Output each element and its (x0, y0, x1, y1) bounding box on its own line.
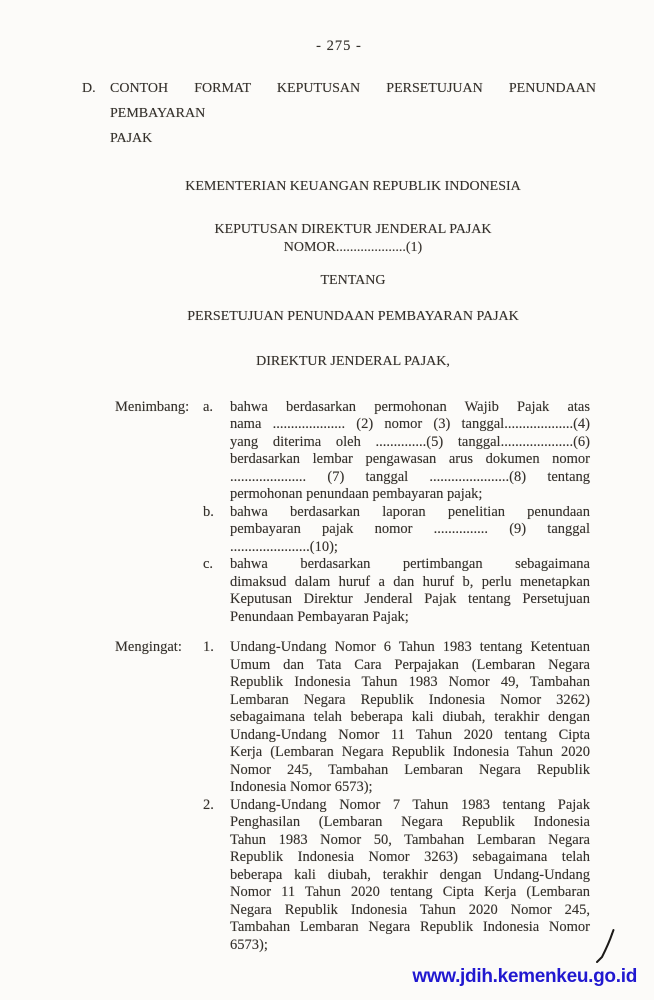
text-line: Nomor 11 Tahun 2020 tentang Cipta Kerja (Lembaran (230, 884, 590, 900)
watermark-url: www.jdih.kemenkeu.go.id (412, 965, 637, 987)
text-line: pembayaran pajak nomor ............... (9) tanggal (230, 521, 590, 537)
tentang-label: TENTANG (320, 273, 386, 288)
clause-marker: a. (203, 398, 214, 415)
decree-number: NOMOR....................(1) (283, 240, 423, 255)
text-line: Penundaan Pembayaran Pajak; (230, 608, 409, 625)
text-line: Keputusan Direktur Jenderal Pajak tentang Persetujuan (230, 591, 590, 607)
clause-item (115, 399, 590, 504)
text-line: dimaksud dalam huruf a dan huruf b, perlu menetapkan (230, 573, 590, 590)
mengingat-section (0, 639, 654, 954)
section-title (110, 76, 596, 151)
clause-section-label (115, 504, 203, 557)
clause-text (230, 797, 590, 955)
text-line: Umum dan Tata Cara Perpajakan (Lembaran Negara (230, 656, 590, 673)
text-line: berdasarkan lembar pengawasan arus dokumen nomor (230, 451, 590, 467)
text-line: bahwa berdasarkan laporan penelitian penundaan (230, 503, 590, 520)
clause-item (115, 504, 590, 557)
page-number: - 275 - (316, 38, 362, 54)
section-heading (82, 76, 596, 151)
clause-marker: c. (203, 556, 214, 572)
text-line: Negara Republik Indonesia Tahun 2020 Nomor 245, (230, 901, 590, 918)
clause-section-label (115, 797, 203, 955)
clause-marker: 2. (203, 796, 214, 813)
clause-section-label: Mengingat: (115, 639, 182, 655)
clause-text (230, 399, 590, 504)
text-line: Undang-Undang Nomor 7 Tahun 1983 tentang Pajak (230, 796, 590, 813)
text-line: Lembaran Negara Republik Indonesia Nomor 3262) (230, 691, 590, 708)
text-line: CONTOH FORMAT KEPUTUSAN PERSETUJUAN PENUNDAAN PEMBAYARAN (110, 80, 596, 121)
text-line: Penghasilan (Lembaran Negara Republik Indonesia (230, 814, 590, 830)
text-line: Indonesia Nomor 6573); (230, 779, 373, 795)
clause-item (115, 556, 590, 626)
decree-title: KEPUTUSAN DIREKTUR JENDERAL PAJAK (214, 222, 492, 237)
clause-marker: b. (203, 503, 214, 520)
decree-subject: PERSETUJUAN PENUNDAAN PEMBAYARAN PAJAK (187, 308, 519, 324)
text-line: Kerja (Lembaran Negara Republik Indonesia Tahun 2020 (230, 744, 590, 760)
decree-title-block (0, 221, 654, 257)
text-line: Tahun 1983 Nomor 50, Tambahan Lembaran Negara (230, 831, 590, 848)
text-line: ......................(10); (230, 538, 338, 555)
text-line: Nomor 245, Tambahan Lembaran Negara Republik (230, 761, 590, 778)
clause-section-label (115, 556, 203, 626)
text-line: Republik Indonesia Tahun 1983 Nomor 49, Tambahan (230, 674, 590, 690)
clause-marker: 1. (203, 639, 214, 655)
text-line: bahwa berdasarkan pertimbangan sebagaimana (230, 556, 590, 572)
text-line: Undang-Undang Nomor 11 Tahun 2020 tentang Cipta (230, 726, 590, 743)
section-letter: D. (82, 80, 96, 96)
text-line: PAJAK (110, 130, 153, 146)
decree-issuer: DIREKTUR JENDERAL PAJAK, (256, 354, 450, 369)
text-line: Tambahan Lembaran Negara Republik Indonesia Nomor (230, 919, 590, 935)
clause-text (230, 504, 590, 557)
text-line: 6573); (230, 936, 268, 953)
text-line: permohonan penundaan pembayaran pajak; (230, 486, 483, 502)
text-line: sebagaimana telah beberapa kali diubah, terakhir dengan (230, 709, 590, 725)
clause-item (115, 797, 590, 955)
clause-section-label: Menimbang: (115, 398, 190, 415)
text-line: beberapa kali diubah, terakhir dengan Undang-Undang (230, 866, 590, 883)
letterhead: KEMENTERIAN KEUANGAN REPUBLIK INDONESIA (185, 178, 521, 194)
menimbang-section (0, 399, 654, 627)
text-line: nama .................... (2) nomor (3) tanggal...................(4) (230, 416, 590, 432)
text-line: Undang-Undang Nomor 6 Tahun 1983 tentang Ketentuan (230, 639, 590, 655)
text-line: ..................... (7) tanggal ......................(8) tentang (230, 468, 590, 485)
text-line: bahwa berdasarkan permohonan Wajib Pajak atas (230, 398, 590, 415)
text-line: yang diterima oleh ..............(5) tanggal....................(6) (230, 433, 590, 450)
clause-item (115, 639, 590, 797)
clause-text (230, 556, 590, 626)
clause-text (230, 639, 590, 797)
text-line: Republik Indonesia Nomor 3263) sebagaimana telah (230, 849, 590, 865)
